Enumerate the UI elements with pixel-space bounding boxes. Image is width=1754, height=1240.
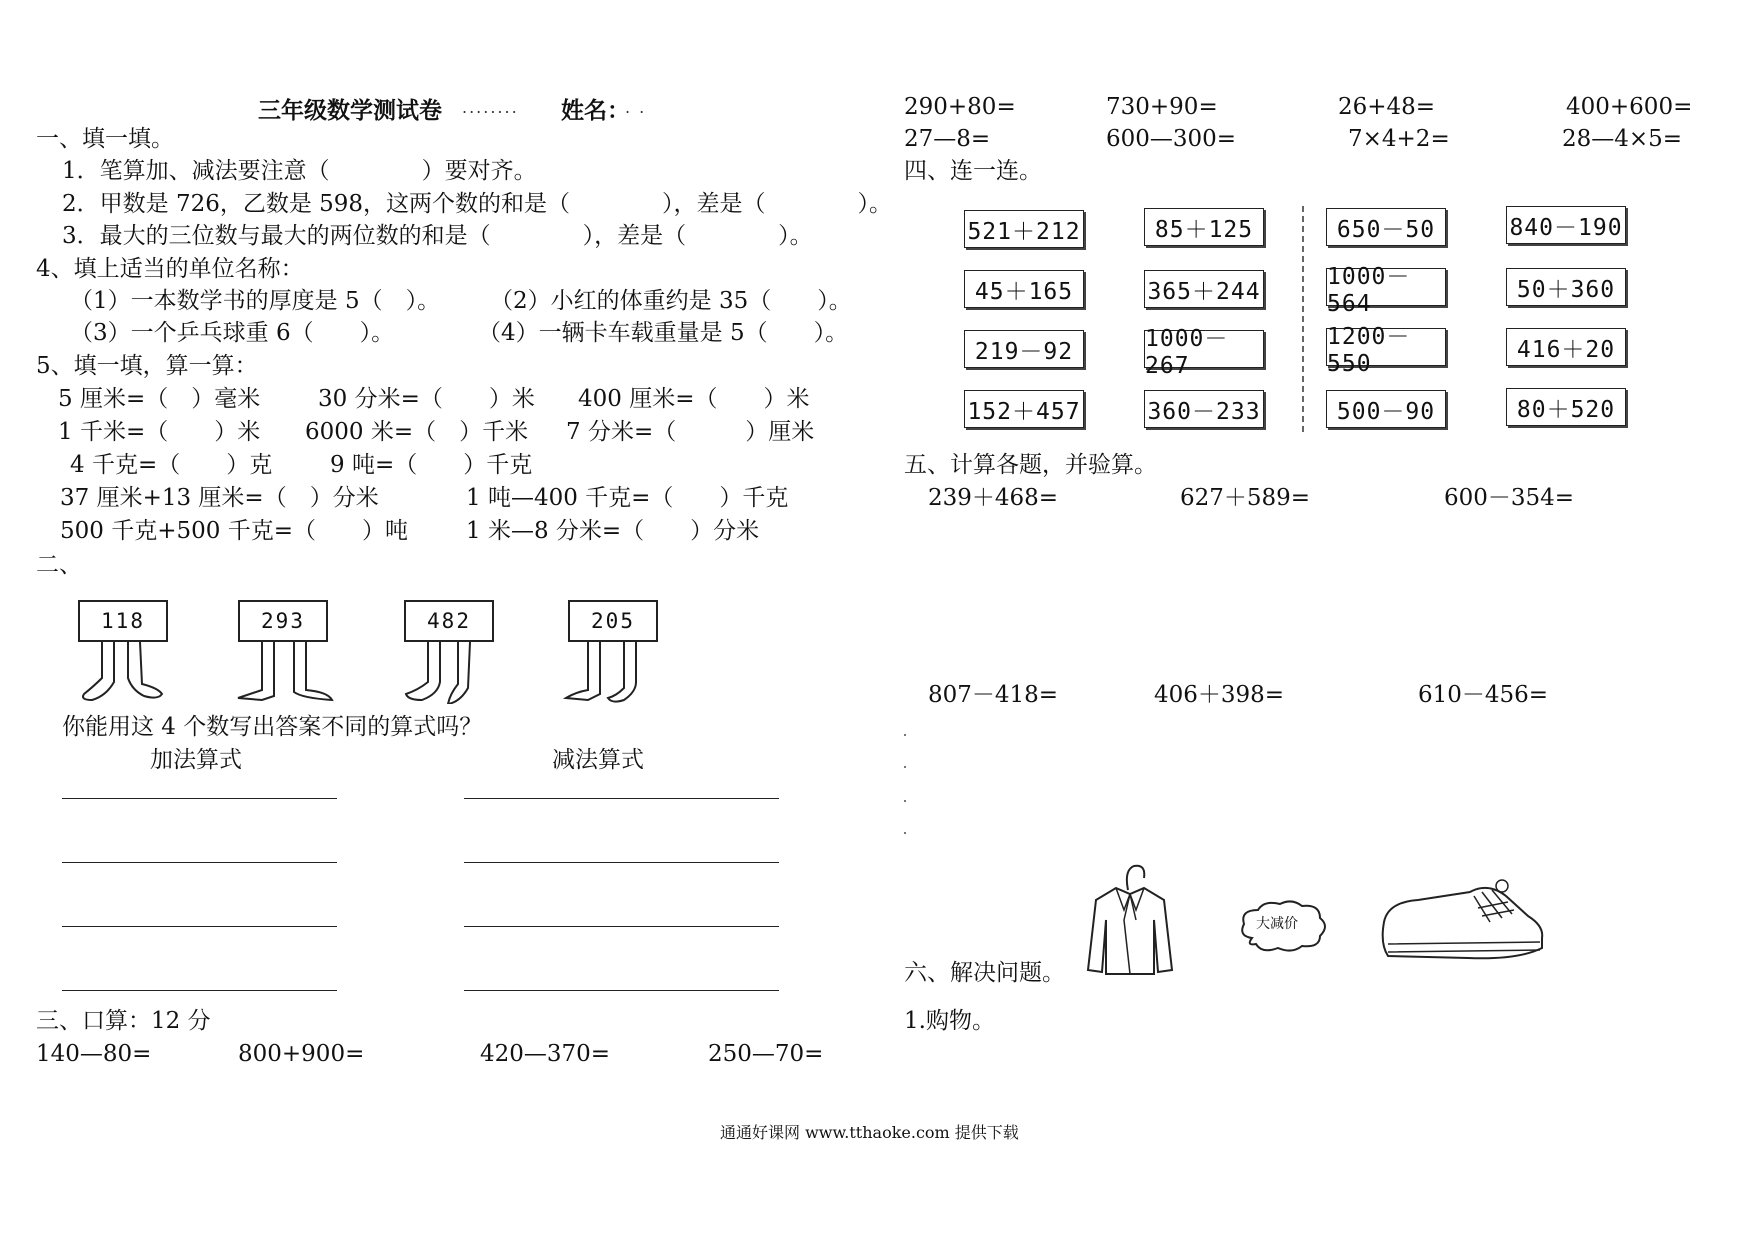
connect-box[interactable]: 152＋457 [964, 390, 1084, 428]
connect-box[interactable]: 1000－564 [1326, 268, 1446, 306]
section1-q1: 1．笔算加、减法要注意（ ）要对齐。 [62, 158, 537, 184]
number-card: 482 [404, 600, 494, 642]
section4-heading: 4、填上适当的单位名称： [36, 256, 304, 282]
connect-box[interactable]: 50＋360 [1506, 268, 1626, 306]
legs-icon [72, 638, 176, 704]
stray-dot [904, 832, 906, 834]
answer-line[interactable] [62, 926, 337, 927]
jacket-icon [1080, 860, 1180, 980]
convert-item: 9 吨=（ ）千克 [330, 452, 533, 478]
connect-box[interactable]: 521＋212 [964, 210, 1084, 248]
calc-item: 239＋468= [928, 485, 1059, 511]
answer-line[interactable] [464, 862, 779, 863]
calc-item: 627＋589= [1180, 485, 1311, 511]
number-card-walker [72, 600, 176, 702]
name-label: 姓名： [561, 97, 630, 124]
convert-item: 4 千克=（ ）克 [70, 452, 273, 478]
convert-item: 6000 米=（ ）千米 [305, 419, 529, 445]
section1-q3: 3．最大的三位数与最大的两位数的和是（ ），差是（ ）。 [62, 223, 813, 249]
solve-q1: 1.购物。 [904, 1008, 995, 1034]
shoe-icon [1378, 872, 1548, 968]
convert-item: 1 米—8 分米=（ ）分米 [466, 518, 760, 544]
number-card: 118 [78, 600, 168, 642]
convert-item: 1 千米=（ ）米 [58, 419, 261, 445]
number-card: 293 [238, 600, 328, 642]
mental-math-item: 26+48= [1338, 94, 1436, 120]
legs-icon [398, 638, 502, 704]
units-item-3: （3）一个乒乓球重 6（ ）。 [70, 320, 395, 346]
calc-item: 610－456= [1418, 682, 1549, 708]
connect-box[interactable]: 1200－550 [1326, 328, 1446, 366]
connect-box[interactable]: 85＋125 [1144, 208, 1264, 246]
title-dots: ........ [462, 98, 519, 117]
mental-math-item: 27—8= [904, 126, 991, 152]
subtraction-label: 减法算式 [552, 747, 644, 773]
answer-line[interactable] [464, 990, 779, 991]
number-card-walker [398, 600, 502, 702]
connect-heading: 四、连一连。 [904, 158, 1042, 184]
mental-math-item: 800+900= [238, 1041, 365, 1067]
units-item-4: （4）一辆卡车载重量是 5（ ）。 [478, 320, 849, 346]
sale-label: 大减价 [1256, 916, 1298, 932]
divider-dashed [1302, 206, 1304, 432]
mental-math-item: 730+90= [1106, 94, 1218, 120]
addition-label: 加法算式 [150, 747, 242, 773]
mental-math-item: 600—300= [1106, 126, 1237, 152]
convert-item: 5 厘米=（ ）毫米 [58, 386, 261, 412]
name-dots: . . [625, 98, 647, 117]
section1-q2: 2．甲数是 726，乙数是 598，这两个数的和是（ ），差是（ ）。 [62, 191, 893, 217]
answer-line[interactable] [464, 798, 779, 799]
page-title: 三年级数学测试卷 [258, 97, 442, 124]
convert-item: 30 分米=（ ）米 [318, 386, 535, 412]
convert-item: 500 千克+500 千克=（ ）吨 [60, 518, 408, 544]
section2-question: 你能用这 4 个数写出答案不同的算式吗？ [62, 714, 483, 740]
calc-item: 406＋398= [1154, 682, 1285, 708]
connect-box[interactable]: 365＋244 [1144, 270, 1264, 308]
connect-box[interactable]: 500－90 [1326, 390, 1446, 428]
footer-credit: 通通好课网 www.tthaoke.com 提供下载 [720, 1123, 1019, 1142]
connect-box[interactable]: 45＋165 [964, 270, 1084, 308]
units-item-2: （2）小红的体重约是 35（ ）。 [490, 288, 852, 314]
number-card-walker [562, 600, 666, 702]
answer-line[interactable] [62, 798, 337, 799]
connect-box[interactable]: 1000－267 [1144, 330, 1264, 368]
mental-math-item: 7×4+2= [1348, 126, 1450, 152]
mental-math-item: 28—4×5= [1562, 126, 1683, 152]
legs-icon [562, 638, 666, 704]
convert-item: 400 厘米=（ ）米 [578, 386, 810, 412]
legs-icon [232, 638, 336, 704]
convert-item: 1 吨—400 千克=（ ）千克 [466, 485, 789, 511]
stray-dot [904, 734, 906, 736]
section5-heading: 5、填一填，算一算： [36, 353, 258, 379]
section1-heading: 一、填一填。 [36, 126, 174, 152]
stray-dot [904, 766, 906, 768]
mental-math-item: 420—370= [480, 1041, 611, 1067]
calc-heading: 五、计算各题，并验算。 [904, 452, 1157, 478]
connect-box[interactable]: 416＋20 [1506, 328, 1626, 366]
connect-box[interactable]: 650－50 [1326, 208, 1446, 246]
connect-box[interactable]: 840－190 [1506, 206, 1626, 244]
number-card-walker [232, 600, 336, 702]
stray-dot [904, 800, 906, 802]
solve-heading: 六、解决问题。 [904, 960, 1065, 986]
section2-heading: 二、 [36, 552, 82, 578]
answer-line[interactable] [62, 862, 337, 863]
convert-item: 7 分米=（ ）厘米 [566, 419, 815, 445]
section3-heading: 三、口算：12 分 [36, 1008, 211, 1034]
convert-item: 37 厘米+13 厘米=（ ）分米 [60, 485, 379, 511]
mental-math-item: 290+80= [904, 94, 1016, 120]
answer-line[interactable] [62, 990, 337, 991]
calc-item: 600－354= [1444, 485, 1575, 511]
units-item-1: （1）一本数学书的厚度是 5（ ）。 [70, 288, 441, 314]
number-card: 205 [568, 600, 658, 642]
answer-line[interactable] [464, 926, 779, 927]
connect-box[interactable]: 80＋520 [1506, 388, 1626, 426]
mental-math-item: 400+600= [1566, 94, 1693, 120]
connect-box[interactable]: 219－92 [964, 330, 1084, 368]
mental-math-item: 250—70= [708, 1041, 824, 1067]
calc-item: 807－418= [928, 682, 1059, 708]
connect-box[interactable]: 360－233 [1144, 390, 1264, 428]
mental-math-item: 140—80= [36, 1041, 152, 1067]
